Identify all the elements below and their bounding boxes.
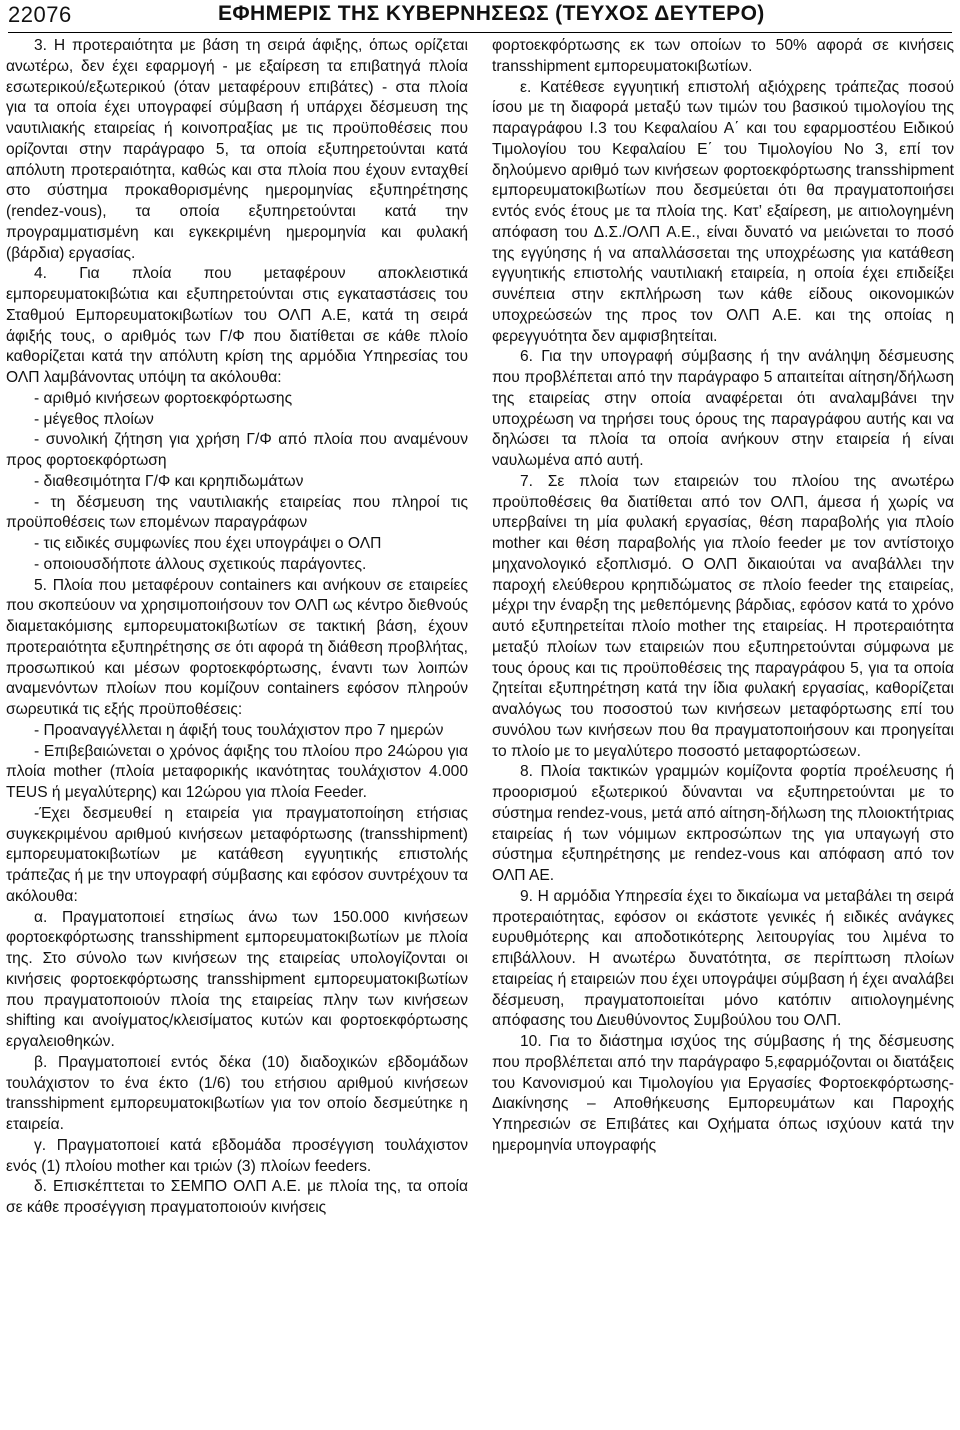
paragraph-3: 3. Η προτεραιότητα με βάση τη σειρά άφιξης, όπως ορίζεται ανωτέρω, δεν έχει εφαρμογή - με εξαίρεση τα επιβατηγά πλοία εσωτερικού/εξωτερικού (όταν μεταφέρουν επιβάτες) - στα πλοία για τα οποία έχει υπογραφεί σύμβαση ή υπάρχει δέσμευση της ναυτιλιακής εταιρείας ή κοινοπραξίας με τις προϋποθέσεις που ορίζονται στην παράγραφο 5, τα οποία εξυπηρετούνται κατά απόλυτη προτεραιότητα, καθώς και στα πλοία που έχουν ενταχθεί στο σύστημα προκαθορισμένης ημερομηνίας εξυπηρέτησης (rendez-vous), τα οποία εξυπηρετούνται κατά την προγραμματισμένη και εγκεκριμένη ημερομηνία και φυλακή (βάρδια) εργασίας. [6, 37, 468, 262]
condition-item: -Έχει δεσμευθεί η εταιρεία για πραγματοποίηση ετήσιας συγκεκριμένου αριθμού κινήσεων μεταφόρτωσης (transshipment) εμπορευματοκιβωτίων με κατάθεση εγγυητικής επιστολής τράπεζας ή με την υπογραφή σύμβασης και εφόσον συντρέχουν τα ακόλουθα: [6, 804, 468, 905]
list-item: - αριθμό κινήσεων φορτοεκφόρτωσης [34, 389, 293, 407]
paragraph-9: 9. Η αρμόδια Υπηρεσία έχει το δικαίωμα να μεταβάλει τη σειρά προτεραιότητας, εφόσον οι εκάστοτε γενικές ή ειδικές ανάγκες ευρυθμότερης και αποδοτικότερης λειτουργίας του λιμένα το επιβάλλουν. Η ανωτέρω δυνατότητα, σε περίπτωση πλοίων εταιρείας ή εταιρειών που έχει υπογράψει σύμβαση ή έχει αναλάβει δέσμευση, πραγματοποιείται μόνο κατόπιν αιτιολογημένης απόφασης του Διευθύνοντος Συμβούλου του ΟΛΠ. [492, 887, 954, 1030]
right-column [492, 36, 954, 1157]
list-item: - τις ειδικές συμφωνίες που έχει υπογράψει ο ΟΛΠ [34, 535, 382, 552]
sub-item-a: α. Πραγματοποιεί ετησίως άνω των 150.000 κινήσεων φορτοεκφόρτωσης transshipment εμπορευματοκιβωτίων με πλοία της. Στο σύνολο των κινήσεων της εταιρείας υπολογίζονται οι κινήσεις φορτοεκφόρτωσης transshipment εμπορευματοκιβωτίων που πραγματοποιούν πλοία της εταιρείας πλην των κινήσεων shifting και ανοίγματος/κλεισίματος κυτών και φορτοεκφόρτωσης εργαλειοθηκών. [6, 908, 468, 1050]
sub-item-e: ε. Κατέθεσε εγγυητική επιστολή αξιόχρεης τράπεζας ποσού ίσου με τη διαφορά μεταξύ των τιμών του βασικού τιμολογίου της παραγράφου Ι.3 του Κεφαλαίου Α΄ και του εφαρμοστέου Ειδικού Τιμολογίου του Κεφαλαίου Ε΄ του Τιμολογίου Νο 3, επί τον δηλούμενο αριθμό των κινήσεων φορτοεκφόρτωσης transshipment εμπορευματοκιβωτίων που δεσμεύεται ότι θα πραγματοποιήσει εντός ενός έτους με τα πλοία της. Κατ’ εξαίρεση, με αιτιολογημένη απόφαση του Δ.Σ./ΟΛΠ Α.Ε., είναι δυνατό να μειώνεται το ποσό της εγγύησης ή να απαλλάσσεται της υποχρέωσης για κατάθεση εγγυητικής επιστολής ναυτιλιακή εταιρεία, η οποία έχει επιδείξει συνέπεια στην εκπλήρωση των κάθε είδους οικονομικών υποχρεώσεών της προς τον ΟΛΠ Α.Ε. και της οποίας η φερεγγυότητα δεν αμφισβητείται. [492, 78, 954, 345]
paragraph-5: 5. Πλοία που μεταφέρουν containers και ανήκουν σε εταιρείες που σκοπεύουν να χρησιμοποιήσουν τον ΟΛΠ ως κέντρο διεθνούς διαμετακόμισης εμπορευματοκιβωτίων σε τακτική βάση, έχουν προτεραιότητα εξυπηρέτησης σε ότι αφορά τη διάθεση προβλήτας, προσωπικού και μέσων φορτοεκφόρτωσης, έναντι των λοιπών αναμενόντων πλοίων που κομίζουν containers εφόσον πληρούν σωρευτικά τις εξής προϋποθέσεις: [6, 576, 468, 718]
list-item: - διαθεσιμότητα Γ/Φ και κρηπιδωμάτων [34, 472, 304, 490]
list-item: - οποιουσδήποτε άλλους σχετικούς παράγοντες. [34, 555, 367, 573]
paragraph-7: 7. Σε πλοία των εταιρειών του πλοίου της ανωτέρω προϋποθέσεις θα διατίθεται από τον ΟΛΠ, άμεσα ή χωρίς να υπερβαίνει τη μία φυλακή εργασίας, θέση παραβολής για πλοίο mother και θέση παραβολής για πλοίο feeder με τον αντίστοιχο μηχανολογικό εξοπλισμό. Ο ΟΛΠ δικαιούται να αναβάλλει την παροχή ελεύθερου κρηπιδώματος σε πλοίο feeder της εταιρείας, μέχρι την έναρξη της μεθεπόμενης βάρδιας, εφόσον κατά το χρόνο αυτό εξυπηρετείται πλοίο mother της εταιρείας. Η προτεραιότητα μεταξύ πλοίων των εταιρειών που εξυπηρετούνται σύμφωνα με τους όρους και τις προϋποθέσεις της παραγράφου 5, για τα οποία ζητείται εξυπηρέτηση κατά την ίδια φυλακή εργασίας, καθορίζεται αναλόγως του ποσοστού των κινήσεων μεταφόρτωσης επί του συνόλου των κινήσεων που θα πραγματοποιήσουν και προηγείται το πλοίο με το μεγαλύτερο ποσοστό μεταφορτώσεων. [492, 472, 954, 760]
page-header [8, 0, 952, 33]
list-item: - συνολική ζήτηση για χρήση Γ/Φ από πλοία που αναμένουν προς φορτοεκφόρτωση [6, 431, 468, 469]
list-item: - τη δέσμευση της ναυτιλιακής εταιρείας που πληροί τις προϋποθέσεις των επομένων παραγράφων [6, 493, 468, 532]
page-number: 22076 [8, 2, 72, 27]
condition-item: - Επιβεβαιώνεται ο χρόνος άφιξης του πλοίου προ 24ώρου για πλοία mother (πλοία μεταφορικής ικανότητας τουλάχιστον 4.000 TEUS ή μεγαλύτερης) και 12ώρου για πλοία Feeder. [6, 742, 468, 801]
sub-item-c: γ. Πραγματοποιεί κατά εβδομάδα προσέγγιση τουλάχιστον ενός (1) πλοίου mother και τριών (3) πλοίων feeders. [6, 1136, 468, 1175]
gazette-title: ΕΦΗΜΕΡΙΣ ΤΗΣ ΚΥΒΕΡΝΗΣΕΩΣ (ΤΕΥΧΟΣ ΔΕΥΤΕΡΟ) [218, 2, 765, 25]
list-item: - μέγεθος πλοίων [34, 410, 154, 428]
paragraph-8: 8. Πλοία τακτικών γραμμών κομίζοντα φορτία προέλευσης ή προορισμού εξωτερικού δύνανται να εξυπηρετούνται με το σύστημα rendez-vous, μετά από αίτηση-δήλωση της πλοιοκτήτριας εταιρείας ή των νόμιμων εκπροσώπων της για υπαγωγή στο σύστημα εξυπηρέτησης με rendez-vous και απόφαση από τον ΟΛΠ ΑΕ. [492, 763, 954, 884]
condition-item: - Προαναγγέλλεται η άφιξή τους τουλάχιστον προ 7 ημερών [34, 721, 444, 739]
left-column [6, 36, 468, 1219]
paragraph-6: 6. Για την υπογραφή σύμβασης ή την ανάληψη δέσμευσης που προβλέπεται από την παράγραφο 5 απαιτείται αίτηση/δήλωση της εταιρείας στην οποία αναφέρεται ότι αναλαμβάνει την υποχρέωση να τηρήσει τους όρους της παραγράφου αυτής και να δηλώσει τα πλοία τα οποία ανήκουν στην εταιρεία ή είναι ναυλωμένα από αυτή. [492, 348, 954, 469]
paragraph-4: 4. Για πλοία που μεταφέρουν αποκλειστικά εμπορευματοκιβώτια και εξυπηρετούνται στις εγκαταστάσεις του Σταθμού Εμπορευματοκιβωτίων του ΟΛΠ Α.Ε, κατά τη σειρά άφιξής τους, ο αριθμός των Γ/Φ που διατίθεται σε κάθε πλοίο καθορίζεται κατά την απόλυτη κρίση της αρμόδια Υπηρεσίας του ΟΛΠ λαμβάνοντας υπόψη τα ακόλουθα: [6, 265, 468, 386]
sub-item-d: δ. Επισκέπτεται το ΣΕΜΠΟ ΟΛΠ Α.Ε. με πλοία της, τα οποία σε κάθε προσέγγιση πραγματοποιούν κινήσεις [6, 1178, 468, 1216]
continued-paragraph: φορτοεκφόρτωσης εκ των οποίων το 50% αφορά σε κινήσεις transshipment εμπορευματοκιβωτίων. [492, 37, 954, 75]
paragraph-10: 10. Για το διάστημα ισχύος της σύμβασης ή της δέσμευσης που προβλέπεται από την παράγραφο 5,εφαρμόζονται οι διατάξεις του Κανονισμού και Τιμολογίου για Εργασίες Φορτοεκφόρτωσης-Διακίνησης – Αποθήκευσης Εμπορευμάτων και Παροχής Υπηρεσιών σε Επιβάτες και Οχήματα όπως ισχύουν κατά την ημερομηνία υπογραφής [492, 1033, 954, 1154]
sub-item-b: β. Πραγματοποιεί εντός δέκα (10) διαδοχικών εβδομάδων τουλάχιστον το ένα έκτο (1/6) του ετήσιου αριθμού κινήσεων transshipment εμπορευματοκιβωτίων για τον οποίο δεσμεύτηκε η εταιρεία. [6, 1053, 468, 1133]
